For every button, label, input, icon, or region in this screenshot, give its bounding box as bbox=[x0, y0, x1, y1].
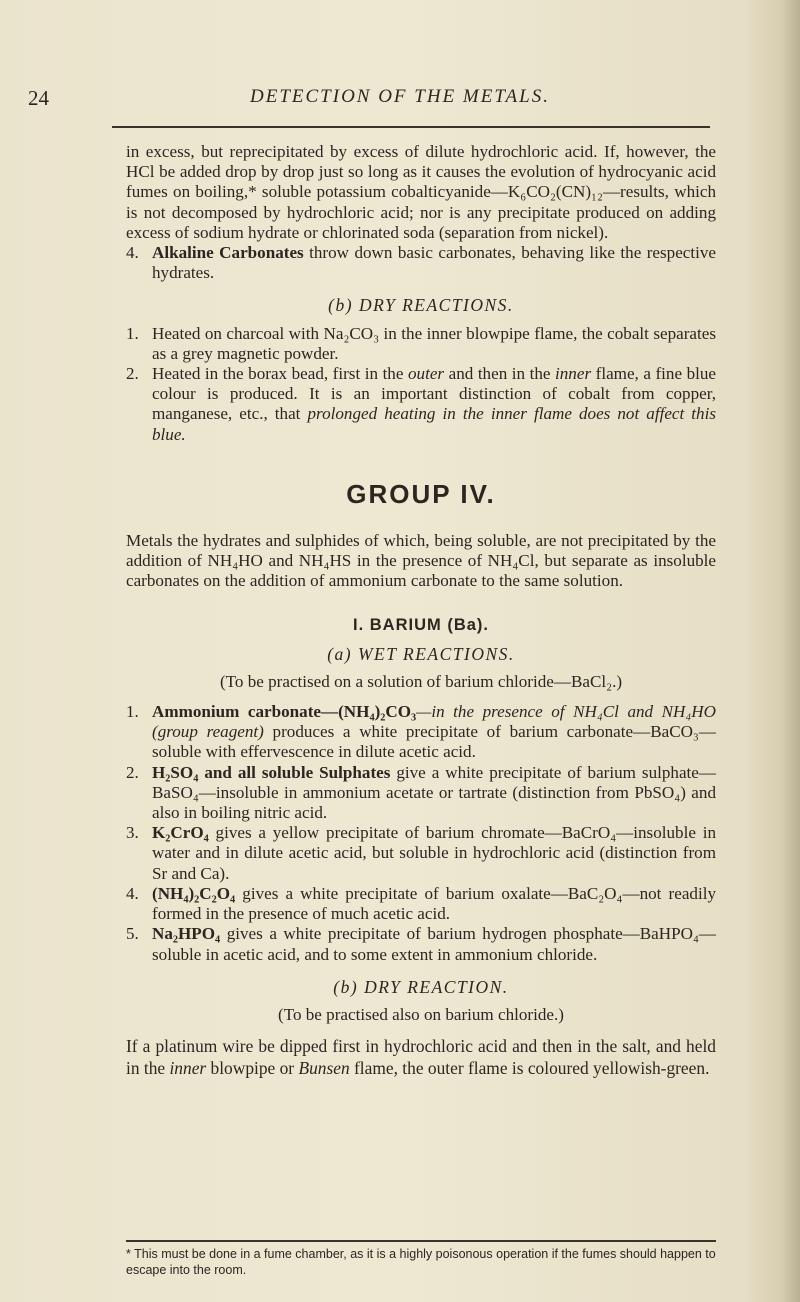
list-item bbox=[126, 702, 716, 763]
list-item bbox=[126, 823, 716, 884]
reagent-name: (NH₄)₂C₂O₄ bbox=[152, 883, 236, 903]
item-body bbox=[152, 243, 716, 283]
practice-note: (To be practised also on barium chloride.) bbox=[278, 1004, 564, 1024]
paragraph-text: blowpipe or bbox=[206, 1058, 299, 1079]
group-intro: Metals the hydrates and sulphides of which, being soluble, are not precipitated by the addition of NH₄HO and NH₄HS in the presence of NH₄Cl, but separate as insoluble carbonates on the addition of ammonium carbonate to the same solution. bbox=[126, 530, 716, 591]
item-body bbox=[152, 823, 716, 884]
emphasis: inner bbox=[169, 1058, 207, 1079]
emphasis: —in the presence of NH₄Cl and NH₄HO (group reagent) bbox=[152, 702, 716, 742]
section-heading: (b) DRY REACTION. bbox=[333, 976, 509, 997]
section-heading: (b) DRY REACTIONS. bbox=[328, 295, 514, 316]
item-number: 4. bbox=[126, 883, 139, 903]
reagent-name: Alkaline Carbonates bbox=[152, 243, 304, 263]
item-body bbox=[152, 884, 716, 924]
item-body bbox=[152, 924, 716, 964]
emphasis: Bunsen bbox=[298, 1058, 350, 1079]
item-text: give a white precipitate of barium sulphate—BaSO₄—insoluble in ammonium acetate or tartrate (distinction from PbSO₄) and also in boiling nitric acid. bbox=[152, 762, 716, 823]
list-item bbox=[126, 243, 716, 283]
running-head: DETECTION OF THE METALS. bbox=[250, 86, 550, 107]
flame-test-paragraph bbox=[126, 1035, 716, 1079]
item-text: gives a yellow precipitate of barium chromate—BaCrO₄—insoluble in water and in dilute acetic acid, but soluble in hydrochloric acid (distinction from Sr and Ca). bbox=[152, 823, 716, 883]
item-number: 2. bbox=[126, 762, 139, 782]
emphasis: inner bbox=[555, 364, 592, 384]
item-number: 5. bbox=[126, 924, 139, 944]
item-number: 3. bbox=[126, 823, 139, 843]
item-text: gives a white precipitate of barium hydrogen phosphate—BaHPO₄—soluble in acetic acid, and to some extent in ammonium chloride. bbox=[152, 924, 716, 964]
reagent-name: H₂SO₄ and all soluble Sulphates bbox=[152, 762, 391, 782]
item-number: 1. bbox=[126, 702, 139, 722]
header-rule bbox=[112, 126, 710, 128]
item-number: 1. bbox=[126, 323, 139, 343]
reagent-name: K₂CrO₄ bbox=[152, 823, 209, 843]
paragraph-text: flame, the outer flame is coloured yellowish-green. bbox=[349, 1058, 710, 1079]
item-body bbox=[152, 364, 716, 445]
item-number: 2. bbox=[126, 364, 139, 384]
item-text: Heated on charcoal with Na₂CO₃ in the inner blowpipe flame, the cobalt separates as a grey magnetic powder. bbox=[152, 323, 716, 363]
emphasis: prolonged heating in the inner flame does not affect this blue. bbox=[152, 404, 717, 444]
item-text: and then in the bbox=[444, 364, 556, 384]
practice-note: (To be practised on a solution of barium chloride—BaCl₂.) bbox=[219, 671, 623, 691]
item-number: 4. bbox=[126, 243, 139, 263]
page-number: 24 bbox=[28, 86, 49, 110]
list-item bbox=[126, 763, 716, 824]
continued-paragraph: in excess, but reprecipitated by excess of dilute hydrochloric acid. If, however, the HCl be added drop by drop just so long as it causes the evolution of hydrocyanic acid fumes on boiling,* soluble potassium cobalticyanide—K₆CO₂(CN)₁₂—results, which is not decomposed by hydrochloric acid; nor is any precipitate produced on adding excess of sodium hydrate or chlorinated soda (separation from nickel). bbox=[126, 142, 716, 242]
footnote-rule bbox=[126, 1240, 716, 1242]
item-text: Heated in the borax bead, first in the bbox=[152, 364, 408, 384]
group-heading: GROUP IV. bbox=[346, 478, 496, 509]
list-item bbox=[126, 364, 716, 445]
list-item bbox=[126, 884, 716, 924]
reagent-name: Na₂HPO₄ bbox=[152, 924, 221, 944]
reagent-name: Ammonium carbonate—(NH₄)₂CO₃ bbox=[152, 702, 417, 722]
emphasis: outer bbox=[407, 364, 445, 384]
list-item bbox=[126, 924, 716, 964]
page-edge-shadow bbox=[782, 0, 800, 1302]
page-header bbox=[0, 86, 800, 112]
item-text: flame, a fine blue colour is produced. It is an important distinction of cobalt from copper, manganese, etc., that bbox=[152, 364, 716, 424]
item-text: gives a white precipitate of barium oxalate—BaC₂O₄—not readily formed in the presence of much acetic acid. bbox=[152, 883, 716, 924]
paragraph-text: If a platinum wire be dipped first in hydrochloric acid and then in the salt, and held in the bbox=[126, 1036, 716, 1079]
reaction-list bbox=[126, 702, 716, 965]
footnote: * This must be done in a fume chamber, as it is a highly poisonous operation if the fumes should happen to escape into the room. bbox=[126, 1247, 716, 1277]
item-body bbox=[152, 763, 716, 824]
list-item bbox=[126, 324, 716, 364]
item-body bbox=[152, 702, 716, 763]
section-heading: (a) WET REACTIONS. bbox=[327, 643, 515, 664]
body-text bbox=[126, 142, 716, 1079]
item-text: throw down basic carbonates, behaving like the respective hydrates. bbox=[152, 243, 716, 283]
metal-heading: I. BARIUM (Ba). bbox=[353, 616, 489, 635]
item-text: produces a white precipitate of barium carbonate—BaCO₃—soluble with effervescence in dilute acetic acid. bbox=[152, 722, 716, 762]
